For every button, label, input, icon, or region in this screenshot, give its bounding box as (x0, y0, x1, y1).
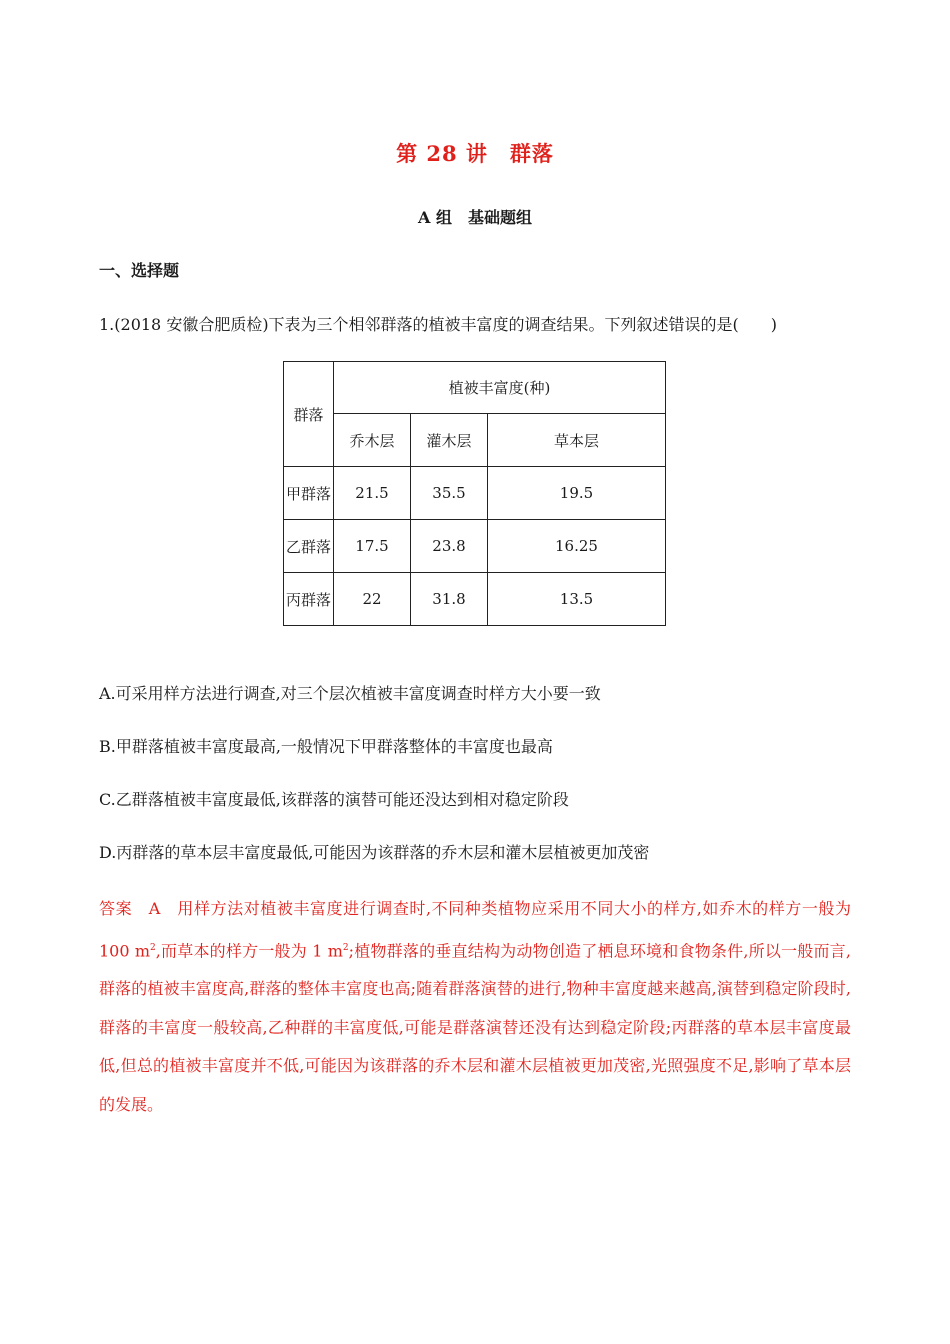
row-name: 丙群落 (284, 573, 334, 626)
column-header: 灌木层 (411, 414, 488, 467)
table-row (284, 467, 666, 520)
option-b: B.甲群落植被丰富度最高,一般情况下甲群落整体的丰富度也最高 (99, 737, 553, 756)
answer-text: ;植物群落的垂直结构为动物创造了栖息环境和食物条件,所以一般而言,群落的植被丰富度高,群落的整体丰富度也高;随着群落演替的进行,物种丰富度越来越高,演替到稳定阶段时,群落的丰富度一般较高,乙种群的丰富度低,可能是群落演替还没有达到稳定阶段;丙群落的草本层丰富度最低,但总的植被丰富度并不低,可能因为该群落的乔木层和灌木层植被更加茂密,光照强度不足,影响了草本层的发展。 (99, 940, 851, 1114)
option-d: D.丙群落的草本层丰富度最低,可能因为该群落的乔木层和灌木层植被更加茂密 (99, 843, 650, 862)
table-cell: 23.8 (411, 520, 488, 573)
question-stem: 1.(2018 安徽合肥质检)下表为三个相邻群落的植被丰富度的调查结果。下列叙述错误的是( ) (99, 315, 778, 334)
table-cell: 19.5 (488, 467, 666, 520)
answer-explanation (99, 890, 851, 1124)
row-header-cell: 群落 (284, 362, 334, 467)
section-heading: 一、选择题 (99, 261, 180, 280)
superscript: 2 (342, 942, 349, 953)
column-header: 乔木层 (334, 414, 411, 467)
data-table (283, 361, 666, 626)
table-cell: 13.5 (488, 573, 666, 626)
group-subtitle: A 组 基础题组 (418, 208, 532, 227)
superscript: 2 (150, 942, 156, 953)
option-c: C.乙群落植被丰富度最低,该群落的演替可能还没达到相对稳定阶段 (99, 790, 569, 809)
column-header: 草本层 (488, 414, 666, 467)
table-cell: 31.8 (411, 573, 488, 626)
row-name: 甲群落 (284, 467, 334, 520)
table-row (284, 573, 666, 626)
table-cell: 35.5 (411, 467, 488, 520)
table-row (284, 520, 666, 573)
table-cell: 17.5 (334, 520, 411, 573)
answer-text: 答案 A 用样方法对植被丰富度进行调查时,不同种类植物应采用不同大小的样方,如乔木的样方一般为 100 m (99, 899, 851, 960)
option-a: A.可采用样方法进行调查,对三个层次植被丰富度调查时样方大小要一致 (99, 684, 601, 703)
table-cell: 21.5 (334, 467, 411, 520)
table-cell: 22 (334, 573, 411, 626)
row-name: 乙群落 (284, 520, 334, 573)
answer-text: ,而草本的样方一般为 1 m (155, 940, 343, 960)
group-header-cell: 植被丰富度(种) (334, 362, 666, 414)
table-cell: 16.25 (488, 520, 666, 573)
page-title: 第 28 讲 群落 (396, 141, 554, 166)
